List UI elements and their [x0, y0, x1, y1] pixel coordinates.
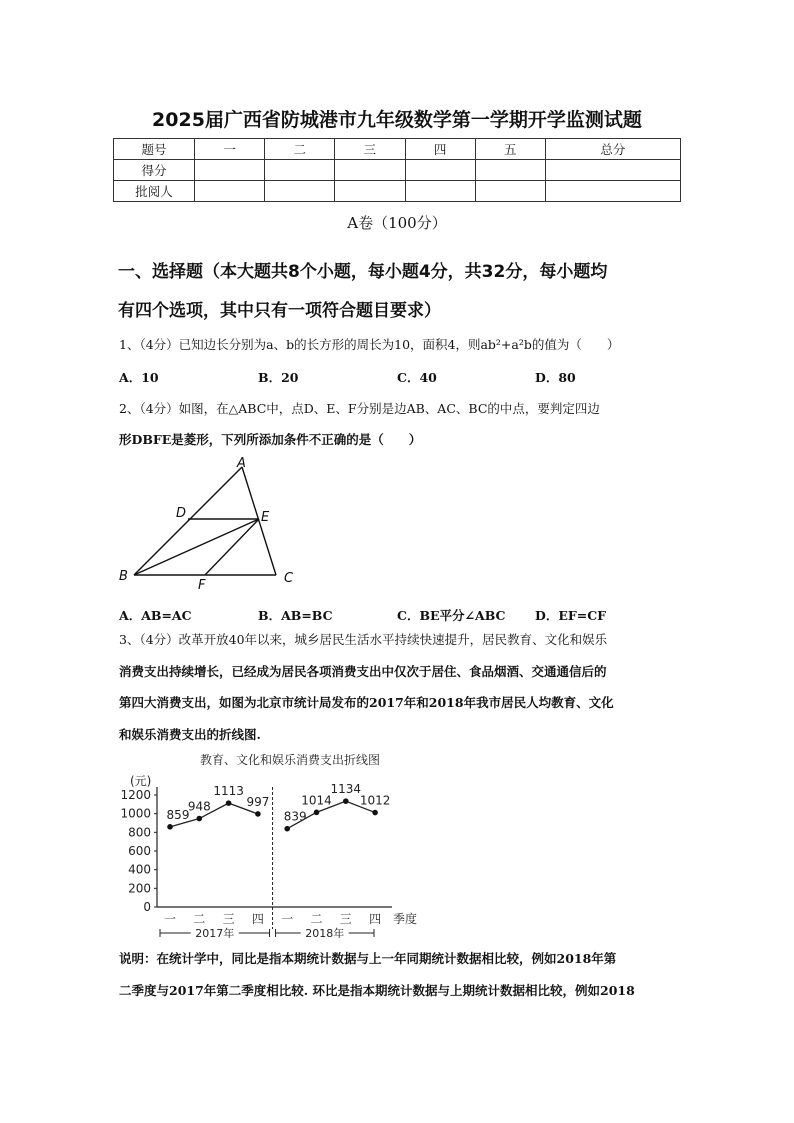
segment-be: [134, 519, 259, 575]
y-tick-label: 0: [143, 900, 151, 914]
table-cell: 得分: [114, 160, 195, 181]
data-label: 839: [283, 809, 307, 824]
option-b[interactable]: B．AB=BC: [258, 608, 333, 623]
page-title: 2025届广西省防城港市九年级数学第一学期开学监测试题: [152, 109, 642, 131]
table-cell[interactable]: [475, 160, 545, 181]
score-table-header-row: [114, 139, 681, 160]
y-tick-label: 200: [128, 881, 151, 896]
option-a[interactable]: A．AB=AC: [119, 608, 192, 623]
chart-title: 教育、文化和娱乐消费支出折线图: [199, 753, 381, 767]
table-cell[interactable]: [195, 181, 265, 202]
section-heading-line: 一、选择题（本大题共8个小题，每小题4分，共32分，每小题均: [118, 262, 608, 282]
y-axis-label: (元): [130, 774, 152, 788]
y-tick-label: 1200: [120, 788, 151, 802]
question-stem: 1、（4分）已知边长分别为a、b的长方形的周长为10，面积4，则ab²+a²b的值为（ ）: [119, 337, 620, 352]
score-table: [113, 138, 681, 202]
x-tick-label: 二: [193, 912, 206, 926]
question-stem-line: 第四大消费支出，如图为北京市统计局发布的2017年和2018年我市居民人均教育、文化: [119, 695, 614, 710]
x-axis-label: 季度: [393, 912, 418, 926]
table-cell[interactable]: [545, 160, 680, 181]
table-cell: 批阅人: [114, 181, 195, 202]
explanation-line: 二季度与2017年第二季度相比较. 环比是指本期统计数据与上期统计数据相比较，例如2018: [119, 982, 635, 998]
table-cell: 三: [335, 139, 405, 160]
line-chart: [110, 748, 440, 938]
paper-part-heading: A卷（100分）: [347, 214, 447, 232]
x-tick-label: 一: [281, 912, 294, 926]
table-cell: 四: [405, 139, 475, 160]
table-cell[interactable]: [265, 160, 335, 181]
data-point: [314, 810, 320, 816]
question-stem: [119, 624, 684, 750]
data-label: 1113: [213, 784, 244, 799]
year-label: 2018年: [305, 927, 345, 938]
y-tick-label: 600: [128, 844, 151, 858]
option-b[interactable]: B．20: [258, 370, 299, 385]
x-tick-label: 三: [339, 912, 352, 926]
label-c: C: [284, 571, 294, 586]
y-tick-label: 400: [128, 862, 151, 877]
y-tick-label: 800: [128, 825, 151, 840]
explanation: [119, 943, 684, 1006]
x-tick-label: 四: [251, 912, 264, 926]
option-c[interactable]: C．BE平分∠ABC: [397, 608, 506, 623]
table-cell: 题号: [114, 139, 195, 160]
question-stem-line: 和娱乐消费支出的折线图.: [119, 726, 261, 742]
table-cell[interactable]: [545, 181, 680, 202]
table-cell: 二: [265, 139, 335, 160]
label-a: A: [237, 456, 246, 471]
option-a[interactable]: A．10: [119, 370, 159, 385]
label-b: B: [119, 569, 128, 584]
table-cell[interactable]: [195, 160, 265, 181]
data-point: [284, 826, 290, 832]
table-cell: 一: [195, 139, 265, 160]
table-cell[interactable]: [335, 181, 405, 202]
x-tick-label: 三: [222, 912, 235, 926]
table-cell: 五: [475, 139, 545, 160]
section-heading-line: 有四个选项，其中只有一项符合题目要求）: [118, 301, 441, 321]
data-label: 1014: [301, 793, 332, 808]
data-label: 1134: [330, 782, 362, 797]
section-heading: [118, 253, 688, 331]
score-table-row: [114, 181, 681, 202]
label-f: F: [198, 578, 206, 593]
y-tick-label: 1000: [120, 806, 151, 821]
table-cell[interactable]: [405, 181, 475, 202]
data-point: [226, 800, 232, 806]
table-cell: 总分: [545, 139, 680, 160]
option-d[interactable]: D．80: [535, 370, 576, 385]
data-label: 948: [187, 799, 211, 814]
year-label: 2017年: [195, 927, 235, 938]
table-cell[interactable]: [475, 181, 545, 202]
data-label: 1012: [359, 793, 391, 808]
label-e: E: [261, 510, 270, 525]
option-c[interactable]: C．40: [397, 370, 437, 385]
x-tick-label: 二: [310, 912, 323, 926]
data-point: [255, 811, 261, 817]
label-d: D: [176, 506, 187, 521]
segment-ab: [134, 467, 242, 575]
explanation-line: 说明：在统计学中，同比是指本期统计数据与上一年同期统计数据相比较，例如2018年第: [119, 951, 617, 966]
data-point: [372, 810, 378, 816]
segment-ac: [242, 467, 276, 575]
question-stem: 形DBFE是菱形，下列所添加条件不正确的是（ ）: [119, 432, 422, 447]
data-point: [167, 824, 173, 830]
question-stem: 2、（4分）如图，在△ABC中，点D、E、F分别是边AB、AC、BC的中点，要判定四边: [119, 401, 600, 416]
table-cell[interactable]: [265, 181, 335, 202]
segment-ef: [205, 519, 259, 575]
data-label: 859: [166, 807, 190, 822]
question-stem-line: 3、（4分）改革开放40年以来，城乡居民生活水平持续快速提升，居民教育、文化和娱乐: [119, 632, 608, 647]
triangle-figure: [110, 455, 310, 595]
data-point: [343, 798, 349, 804]
x-tick-label: 四: [369, 912, 382, 926]
data-label: 997: [246, 794, 270, 809]
data-point: [197, 816, 203, 822]
table-cell[interactable]: [335, 160, 405, 181]
x-tick-label: 一: [163, 912, 177, 926]
question-stem-line: 消费支出持续增长，已经成为居民各项消费支出中仅次于居住、食品烟酒、交通通信后的: [119, 663, 607, 679]
option-d[interactable]: D．EF=CF: [535, 608, 607, 623]
table-cell[interactable]: [405, 160, 475, 181]
score-table-row: [114, 160, 681, 181]
